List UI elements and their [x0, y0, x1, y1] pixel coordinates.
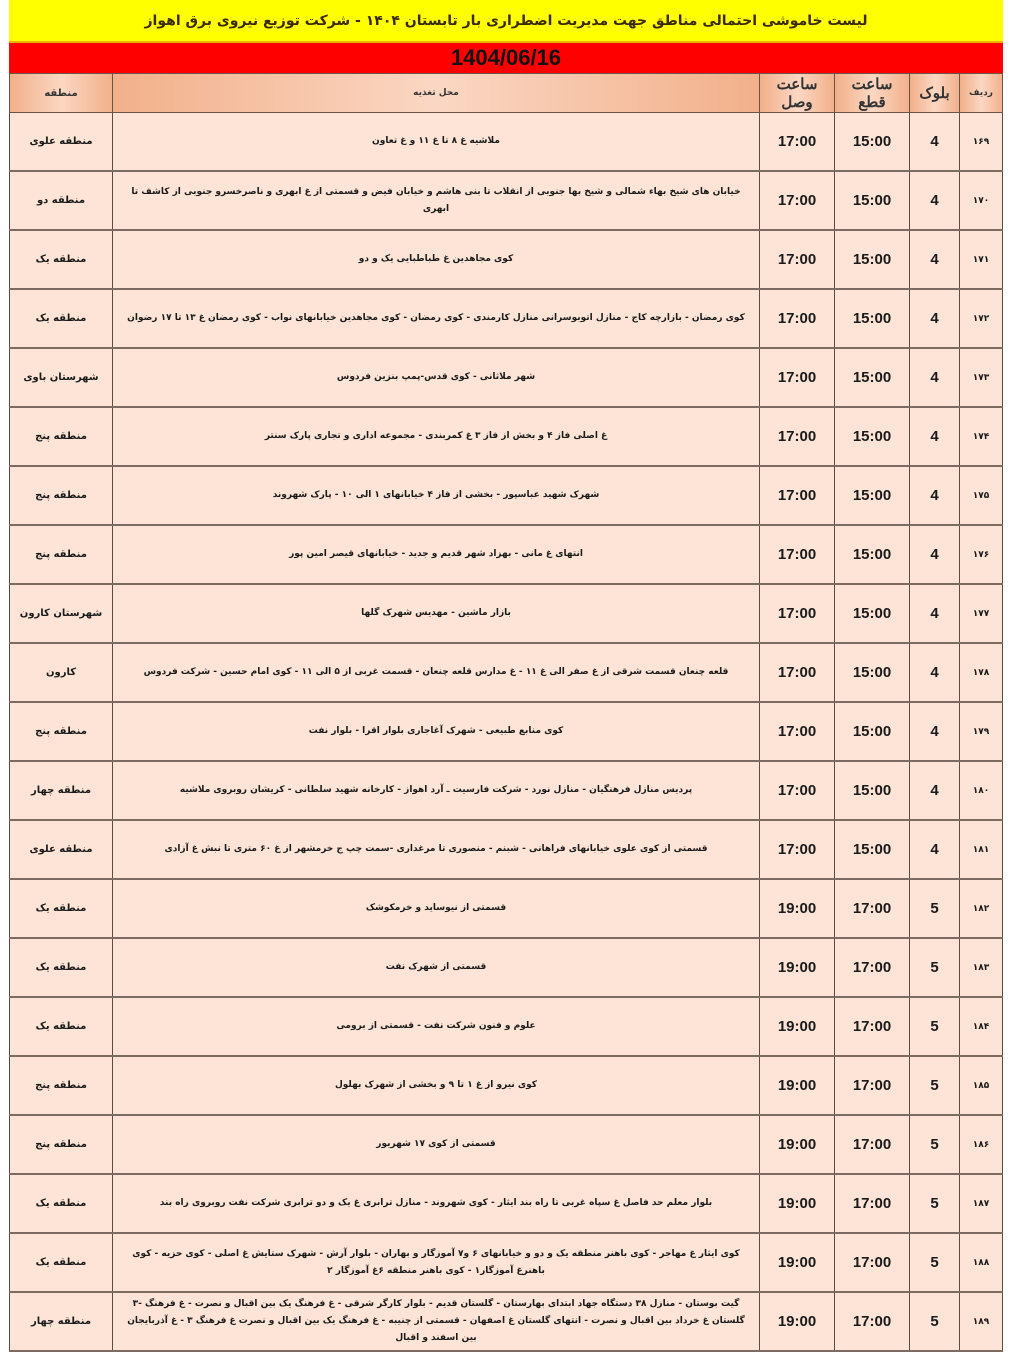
connect-time: 19:00 [760, 1056, 835, 1115]
cut-time: 17:00 [835, 938, 910, 997]
region-name: کارون [10, 643, 113, 702]
header-region: منطقه [10, 74, 113, 113]
region-name: منطقه پنج [10, 407, 113, 466]
feed-location: شهرک شهید عباسپور - بخشی از فاز ۴ خیابانهای ۱ الی ۱۰ - پارک شهروند [113, 466, 760, 525]
feed-location: خیابان های شیخ بهاء شمالی و شیخ بها جنوبی از انقلاب تا بنی هاشم و خیابان فیض و قسمتی از غ ابهری و ناصرخسرو جنوبی از کاشف تا ابهری [113, 171, 760, 230]
region-name: منطقه یک [10, 289, 113, 348]
block-number: 4 [910, 407, 960, 466]
header-block: بلوک [910, 74, 960, 113]
feed-location: قسمتی از نیوساید و خرمکوشک [113, 879, 760, 938]
table-row [10, 1292, 1003, 1351]
table-row [10, 113, 1003, 172]
table-row [10, 525, 1003, 584]
cut-time: 15:00 [835, 289, 910, 348]
row-number: ۱۶۹ [960, 113, 1003, 172]
cut-time: 15:00 [835, 584, 910, 643]
connect-time: 17:00 [760, 407, 835, 466]
cut-time: 15:00 [835, 171, 910, 230]
connect-time: 17:00 [760, 584, 835, 643]
feed-location: کوی نیرو از غ ۱ تا ۹ و بخشی از شهرک بهلول [113, 1056, 760, 1115]
connect-time: 19:00 [760, 938, 835, 997]
cut-time: 17:00 [835, 1056, 910, 1115]
feed-location: پردیس منازل فرهنگیان - منازل نورد - شرکت فارسیت ـ آرد اهواز - کارخانه شهید سلطانی - کریشان روبروی ملاشیه [113, 761, 760, 820]
region-name: شهرستان کارون [10, 584, 113, 643]
cut-time: 15:00 [835, 643, 910, 702]
feed-location: بلوار معلم حد فاصل غ سپاه غربی تا راه بند ایثار - کوی شهروند - منازل ترابری غ یک و دو ترابری شرکت نفت روبروی راه بند [113, 1174, 760, 1233]
outage-table [9, 73, 1003, 1352]
region-name: منطقه چهار [10, 1292, 113, 1351]
feed-location: غ اصلی فاز ۴ و بخش از فاز ۳ غ کمربندی - مجموعه اداری و تجاری پارک سنتر [113, 407, 760, 466]
connect-time: 19:00 [760, 879, 835, 938]
region-name: منطقه دو [10, 171, 113, 230]
header-radif: ردیف [960, 74, 1003, 113]
table-row [10, 171, 1003, 230]
region-name: منطقه یک [10, 938, 113, 997]
feed-location: علوم و فنون شرکت نفت - قسمتی از برومی [113, 997, 760, 1056]
region-name: منطقه پنج [10, 1056, 113, 1115]
cut-time: 15:00 [835, 820, 910, 879]
schedule-date: 1404/06/16 [9, 43, 1003, 73]
feed-location: ملاشیه غ ۸ تا غ ۱۱ و غ تعاون [113, 113, 760, 172]
connect-time: 17:00 [760, 230, 835, 289]
region-name: منطقه پنج [10, 702, 113, 761]
row-number: ۱۷۴ [960, 407, 1003, 466]
row-number: ۱۸۱ [960, 820, 1003, 879]
cut-time: 15:00 [835, 348, 910, 407]
region-name: منطقه یک [10, 879, 113, 938]
region-name: منطقه یک [10, 230, 113, 289]
connect-time: 19:00 [760, 1292, 835, 1351]
connect-time: 17:00 [760, 466, 835, 525]
connect-time: 19:00 [760, 1115, 835, 1174]
connect-time: 19:00 [760, 1233, 835, 1292]
table-row [10, 702, 1003, 761]
table-row [10, 289, 1003, 348]
row-number: ۱۷۰ [960, 171, 1003, 230]
cut-time: 17:00 [835, 997, 910, 1056]
header-location: محل تغذیه [113, 74, 760, 113]
cut-time: 15:00 [835, 466, 910, 525]
feed-location: قلعه چنعان قسمت شرقی از غ صفر الی غ ۱۱ - غ مدارس قلعه چنعان - قسمت غربی از ۵ الی ۱۱ - کوی امام حسین - شرکت فردوس [113, 643, 760, 702]
row-number: ۱۷۹ [960, 702, 1003, 761]
table-row [10, 1115, 1003, 1174]
block-number: 4 [910, 643, 960, 702]
region-name: منطقه یک [10, 997, 113, 1056]
feed-location: قسمتی از کوی علوی خیابانهای فراهانی - شبنم - منصوری تا مرغداری -سمت چپ ج خرمشهر از غ ۶۰ متری تا نبش غ آزادی [113, 820, 760, 879]
table-body [10, 113, 1003, 1352]
table-row [10, 1174, 1003, 1233]
row-number: ۱۷۶ [960, 525, 1003, 584]
row-number: ۱۷۲ [960, 289, 1003, 348]
table-row [10, 466, 1003, 525]
block-number: 5 [910, 997, 960, 1056]
region-name: منطقه یک [10, 1233, 113, 1292]
block-number: 4 [910, 702, 960, 761]
feed-location: کوی مجاهدین غ طباطبایی یک و دو [113, 230, 760, 289]
row-number: ۱۷۸ [960, 643, 1003, 702]
connect-time: 17:00 [760, 525, 835, 584]
table-row [10, 1233, 1003, 1292]
region-name: شهرستان باوی [10, 348, 113, 407]
region-name: منطقه علوی [10, 113, 113, 172]
row-number: ۱۸۹ [960, 1292, 1003, 1351]
cut-time: 17:00 [835, 1292, 910, 1351]
table-row [10, 879, 1003, 938]
cut-time: 17:00 [835, 1115, 910, 1174]
cut-time: 15:00 [835, 702, 910, 761]
feed-location: بازار ماشین - مهدیس شهرک گلها [113, 584, 760, 643]
row-number: ۱۸۳ [960, 938, 1003, 997]
table-row [10, 643, 1003, 702]
connect-time: 17:00 [760, 702, 835, 761]
block-number: 4 [910, 820, 960, 879]
connect-time: 17:00 [760, 820, 835, 879]
cut-time: 17:00 [835, 1233, 910, 1292]
cut-time: 17:00 [835, 879, 910, 938]
feed-location: انتهای غ مانی - بهزاد شهر قدیم و جدید - خیابانهای قیصر امین پور [113, 525, 760, 584]
connect-time: 17:00 [760, 289, 835, 348]
block-number: 4 [910, 113, 960, 172]
connect-time: 19:00 [760, 1174, 835, 1233]
row-number: ۱۷۳ [960, 348, 1003, 407]
block-number: 5 [910, 1174, 960, 1233]
row-number: ۱۸۰ [960, 761, 1003, 820]
table-row [10, 820, 1003, 879]
block-number: 5 [910, 938, 960, 997]
feed-location: شهر ملاثانی - کوی قدس-پمپ بنزین فردوس [113, 348, 760, 407]
cut-time: 15:00 [835, 525, 910, 584]
table-row [10, 348, 1003, 407]
block-number: 4 [910, 761, 960, 820]
block-number: 4 [910, 171, 960, 230]
table-row [10, 584, 1003, 643]
row-number: ۱۷۷ [960, 584, 1003, 643]
outage-schedule-sheet [9, 0, 1003, 1352]
block-number: 4 [910, 289, 960, 348]
block-number: 5 [910, 879, 960, 938]
feed-location: کوی رمضان - بازارچه کاج - منازل اتوبوسرانی منازل کارمندی - کوی رمضان - کوی مجاهدین خیابانهای نواب - کوی رمضان غ ۱۳ تا ۱۷ رضوان [113, 289, 760, 348]
region-name: منطقه پنج [10, 1115, 113, 1174]
table-row [10, 230, 1003, 289]
row-number: ۱۸۷ [960, 1174, 1003, 1233]
block-number: 4 [910, 466, 960, 525]
region-name: منطقه یک [10, 1174, 113, 1233]
connect-time: 17:00 [760, 171, 835, 230]
block-number: 4 [910, 348, 960, 407]
block-number: 4 [910, 584, 960, 643]
row-number: ۱۸۶ [960, 1115, 1003, 1174]
table-row [10, 407, 1003, 466]
block-number: 4 [910, 525, 960, 584]
table-row [10, 938, 1003, 997]
row-number: ۱۸۸ [960, 1233, 1003, 1292]
header-cut-time: ساعت قطع [835, 74, 910, 113]
connect-time: 17:00 [760, 761, 835, 820]
feed-location: کوی ایثار غ مهاجر - کوی باهنر منطقه یک و دو و خیابانهای ۶ و۷ آموزگار و بهاران - بلوار آرش - شهرک ستایش غ اصلی - کوی حزیه - کوی باهنرغ آموزگار۱ - کوی باهنر منطقه ۶غ آموزگار ۲ [113, 1233, 760, 1292]
block-number: 5 [910, 1292, 960, 1351]
cut-time: 15:00 [835, 407, 910, 466]
page-title: لیست خاموشی احتمالی مناطق جهت مدیریت اضطراری بار تابستان ۱۴۰۴ - شرکت توزیع نیروی برق اهواز [9, 0, 1003, 43]
block-number: 5 [910, 1233, 960, 1292]
table-header-row [10, 74, 1003, 113]
block-number: 5 [910, 1056, 960, 1115]
region-name: منطقه پنج [10, 525, 113, 584]
table-row [10, 997, 1003, 1056]
feed-location: قسمتی از کوی ۱۷ شهریور [113, 1115, 760, 1174]
row-number: ۱۸۲ [960, 879, 1003, 938]
cut-time: 15:00 [835, 761, 910, 820]
cut-time: 15:00 [835, 230, 910, 289]
table-row [10, 761, 1003, 820]
feed-location: قسمتی از شهرک نفت [113, 938, 760, 997]
row-number: ۱۷۱ [960, 230, 1003, 289]
cut-time: 17:00 [835, 1174, 910, 1233]
connect-time: 17:00 [760, 113, 835, 172]
connect-time: 17:00 [760, 348, 835, 407]
connect-time: 19:00 [760, 997, 835, 1056]
feed-location: گیت بوستان - منازل ۳۸ دستگاه جهاد ابتدای بهارستان - گلستان قدیم - بلوار کارگر شرقی - غ فرهنگ یک بین اقبال و نصرت - غ فرهنگ -۳ گلستان غ خرداد بین اقبال و نصرت - انتهای گلستان غ اصفهان - قسمتی از چنیبه - غ فرهنگ یک بین اقبال و نصرت غ فرهنگ ۳ - غ آذربایجان بین اسفند و اقبال [113, 1292, 760, 1351]
row-number: ۱۷۵ [960, 466, 1003, 525]
region-name: منطقه چهار [10, 761, 113, 820]
table-row [10, 1056, 1003, 1115]
block-number: 4 [910, 230, 960, 289]
region-name: منطقه علوی [10, 820, 113, 879]
row-number: ۱۸۵ [960, 1056, 1003, 1115]
connect-time: 17:00 [760, 643, 835, 702]
region-name: منطقه پنج [10, 466, 113, 525]
row-number: ۱۸۴ [960, 997, 1003, 1056]
cut-time: 15:00 [835, 113, 910, 172]
feed-location: کوی منابع طبیعی - شهرک آغاجاری بلوار اقرا - بلوار نفت [113, 702, 760, 761]
header-connect-time: ساعت وصل [760, 74, 835, 113]
block-number: 5 [910, 1115, 960, 1174]
